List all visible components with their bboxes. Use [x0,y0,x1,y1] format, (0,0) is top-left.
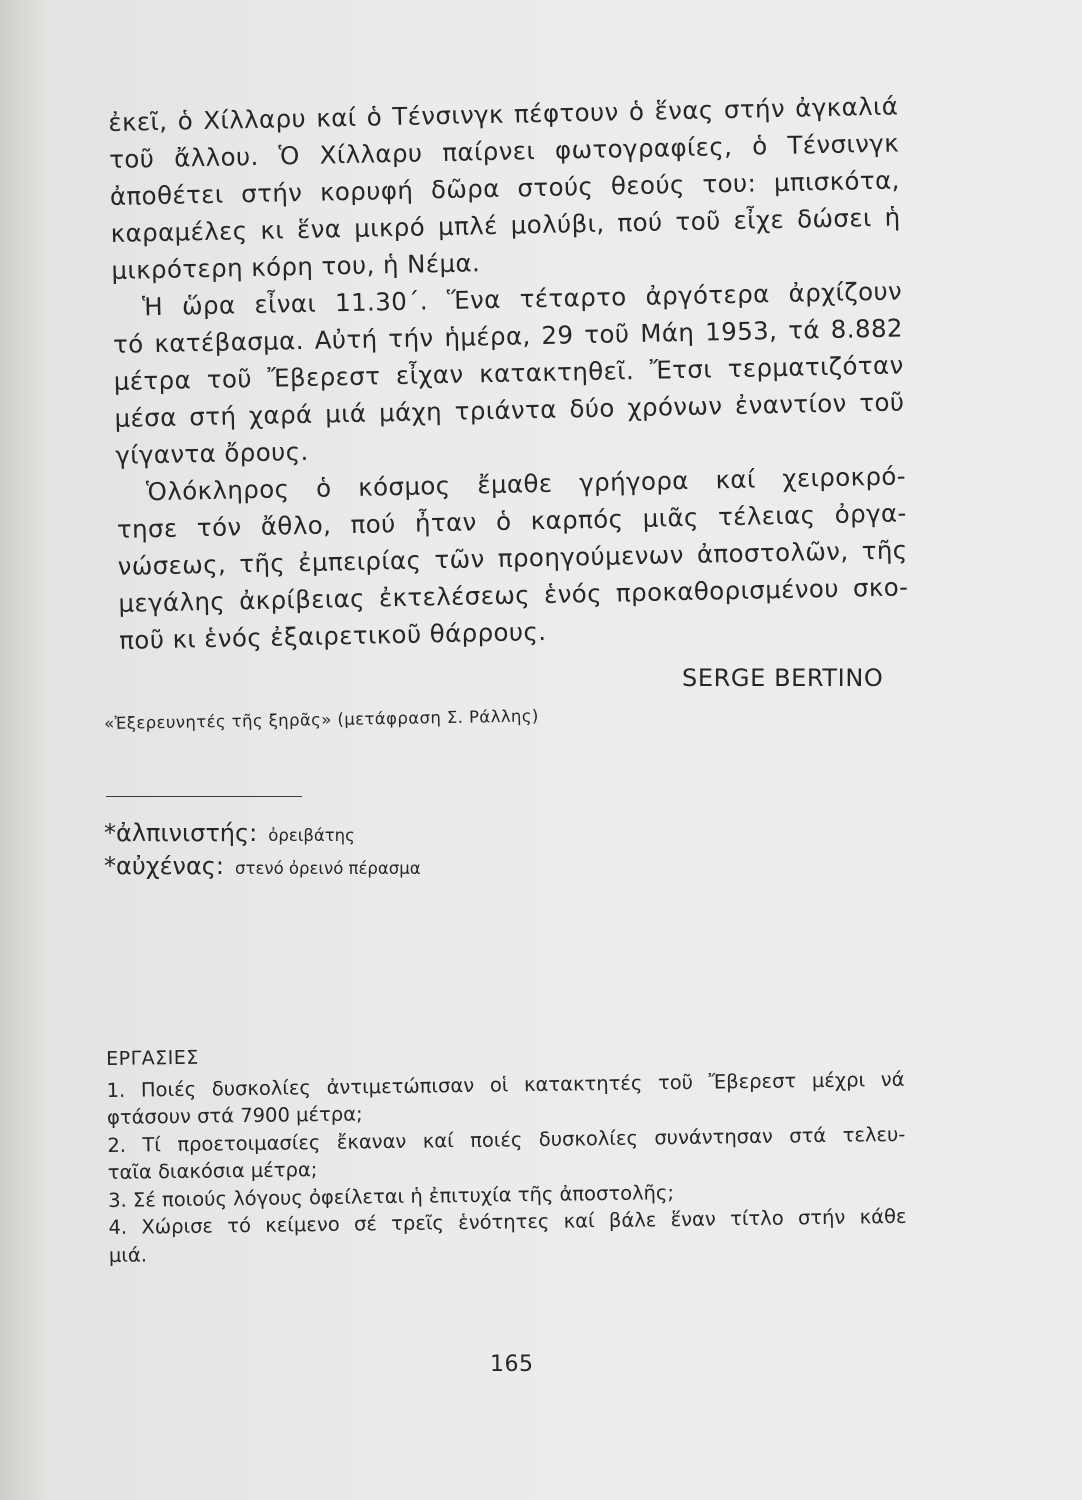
text-line: ἀποθέτει στήν κορυφή δῶρα στούς θεούς του: μπισκότα, [109,165,901,211]
footnote-definition: στενό ὀρεινό πέρασμα [235,859,421,878]
text-line: μικρότερη κόρη του, ἡ Νέμα. [111,248,481,285]
footnotes [104,818,421,884]
text-line: μέσα στή χαρά μιά μάχη τριάντα δύο χρόνων ἐναντίον τοῦ [114,387,905,433]
main-text [108,87,909,658]
exercise-line: 3. Σέ ποιούς λόγους ὀφείλεται ἡ ἐπιτυχία τῆς ἀποστολῆς; [107,1180,675,1212]
text-line: μέτρα τοῦ Ἔβερεστ εἶχαν κατακτηθεῖ. Ἔτσι τερματιζόταν [113,350,904,396]
exercise-line: μιά. [108,1242,148,1267]
text-line: τοῦ ἄλλου. Ὁ Χίλλαρυ παίρνει φωτογραφίες, ὁ Τένσινγκ [108,128,900,174]
text-line: νώσεως, τῆς ἐμπειρίας τῶν προηγούμενων ἀποστολῶν, τῆς [117,535,908,581]
footnote-term: *αὐχένας: [104,852,224,880]
exercise-line: 4. Χώρισε τό κείμενο σέ τρεῖς ἑνότητες καί βάλε ἕναν τίτλο στήν κάθε [108,1204,907,1239]
page-edge-shadow [0,0,46,1500]
text-line: ἐκεῖ, ὁ Χίλλαρυ καί ὁ Τένσινγκ πέφτουν ὁ ἕνας στήν ἀγκαλιά [108,91,899,137]
exercises-heading: ΕΡΓΑΣΙΕΣ [106,1046,199,1070]
exercise-line: 1. Ποιές δυσκολίες ἀντιμετώπισαν οἱ κατακτητές τοῦ Ἔβερεστ μέχρι νά [106,1067,905,1102]
text-line: Ἡ ὥρα εἶναι 11.30΄. Ἕνα τέταρτο ἀργότερα ἀρχίζουν [141,276,903,322]
author-name: SERGE BERTINO [682,664,884,692]
text-line: μεγάλης ἀκρίβειας ἐκτελέσεως ἑνός προκαθορισμένου σκο- [118,572,909,618]
page-number: 165 [490,1352,534,1377]
exercise-line: 2. Τί προετοιμασίες ἔκαναν καί ποιές δυσκολίες συνάντησαν στά τελευ- [107,1122,906,1157]
footnote-divider [106,796,302,797]
text-line: Ὁλόκληρος ὁ κόσμος ἔμαθε γρήγορα καί χειροκρό- [145,461,907,507]
text-line: καραμέλες κι ἕνα μικρό μπλέ μολύβι, πού τοῦ εἶχε δώσει ἡ [110,202,901,248]
footnote-item [104,818,421,851]
text-line: τησε τόν ἄθλο, πού ἦταν ὁ καρπός μιᾶς τέλειας ὀργα- [116,498,908,544]
text-line: γίγαντα ὄρους. [115,436,309,470]
exercise-line: φτάσουν στά 7900 μέτρα; [106,1102,363,1129]
footnote-definition: ὀρειβάτης [268,826,355,845]
footnote-item [104,851,421,884]
footnote-term: *ἀλπινιστής: [104,819,258,847]
source-citation: «Ἐξερευνητές τῆς ξηρᾶς» (μετάφραση Σ. Ράλλης) [104,706,539,733]
exercises-section [106,1035,907,1269]
text-line: τό κατέβασμα. Αὐτή τήν ἡμέρα, 29 τοῦ Μάη 1953, τά 8.882 [112,313,904,359]
text-line: ποῦ κι ἑνός ἐξαιρετικοῦ θάρρους. [118,616,547,655]
exercise-line: ταῖα διακόσια μέτρα; [107,1158,318,1184]
